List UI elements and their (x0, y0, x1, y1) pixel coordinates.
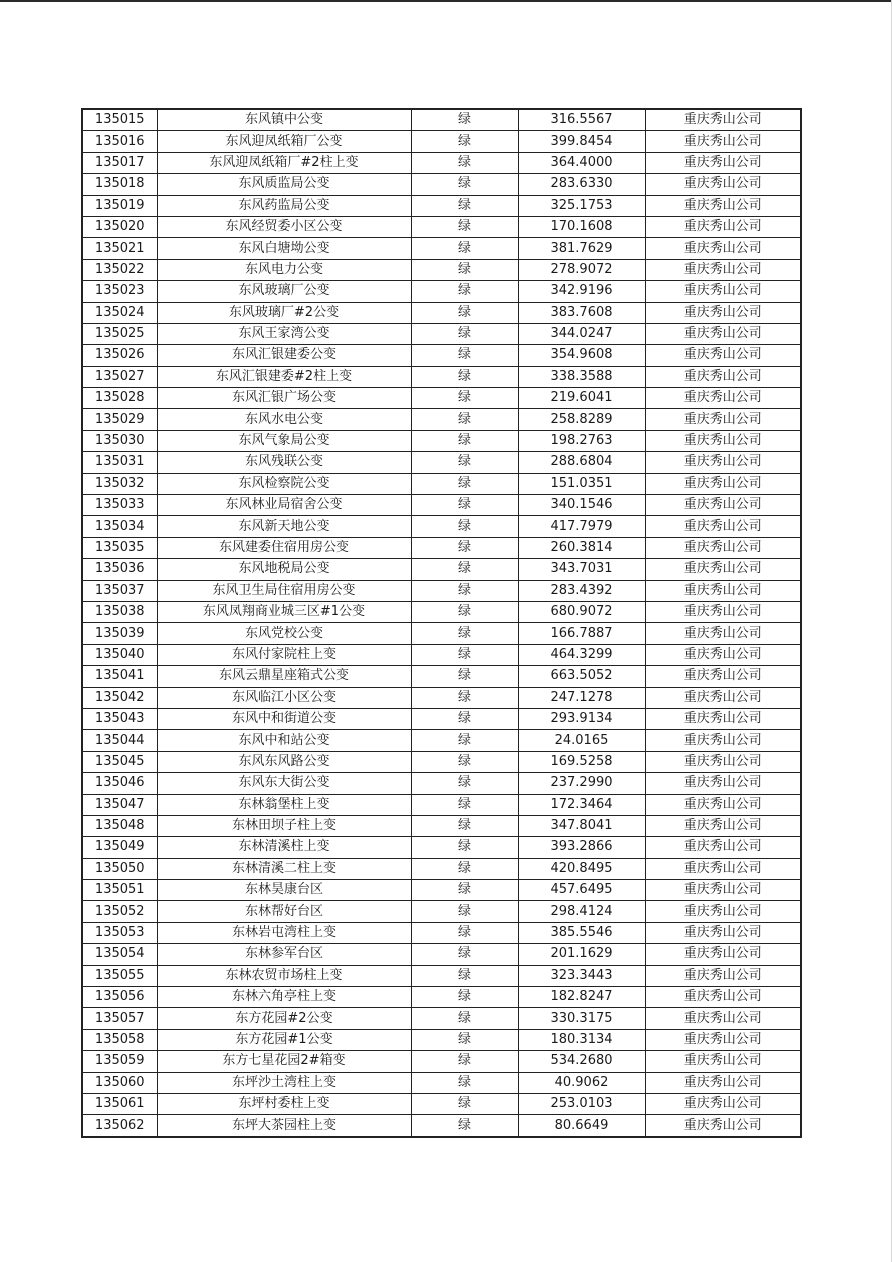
row-value-cell: 338.3588 (518, 366, 645, 387)
table-row (82, 1008, 801, 1029)
row-value-cell: 316.5567 (518, 109, 645, 131)
row-company-cell: 重庆秀山公司 (645, 965, 801, 986)
row-status-cell: 绿 (411, 965, 518, 986)
row-name-cell: 东林岩屯湾柱上变 (157, 922, 411, 943)
row-value-cell: 383.7608 (518, 302, 645, 323)
row-name-cell: 东林清溪二柱上变 (157, 858, 411, 879)
table-row (82, 388, 801, 409)
row-status-cell: 绿 (411, 1029, 518, 1050)
row-status-cell: 绿 (411, 366, 518, 387)
row-name-cell: 东坪村委柱上变 (157, 1093, 411, 1114)
row-value-cell: 180.3134 (518, 1029, 645, 1050)
row-company-cell: 重庆秀山公司 (645, 644, 801, 665)
row-name-cell: 东风玻璃厂公变 (157, 281, 411, 302)
row-id-cell: 135043 (82, 708, 157, 729)
row-id-cell: 135060 (82, 1072, 157, 1093)
row-company-cell: 重庆秀山公司 (645, 1008, 801, 1029)
row-company-cell: 重庆秀山公司 (645, 131, 801, 152)
table-row (82, 109, 801, 131)
row-name-cell: 东风中和站公变 (157, 730, 411, 751)
row-status-cell: 绿 (411, 452, 518, 473)
row-company-cell: 重庆秀山公司 (645, 1029, 801, 1050)
table-body (82, 109, 801, 1137)
row-id-cell: 135018 (82, 174, 157, 195)
row-id-cell: 135021 (82, 238, 157, 259)
row-company-cell: 重庆秀山公司 (645, 858, 801, 879)
row-value-cell: 253.0103 (518, 1093, 645, 1114)
row-id-cell: 135036 (82, 559, 157, 580)
row-value-cell: 298.4124 (518, 901, 645, 922)
row-company-cell: 重庆秀山公司 (645, 751, 801, 772)
row-value-cell: 344.0247 (518, 323, 645, 344)
row-value-cell: 283.6330 (518, 174, 645, 195)
row-company-cell: 重庆秀山公司 (645, 216, 801, 237)
row-company-cell: 重庆秀山公司 (645, 302, 801, 323)
row-id-cell: 135033 (82, 495, 157, 516)
row-company-cell: 重庆秀山公司 (645, 473, 801, 494)
row-value-cell: 457.6495 (518, 880, 645, 901)
row-name-cell: 东林六角亭柱上变 (157, 987, 411, 1008)
row-name-cell: 东风东大街公变 (157, 773, 411, 794)
page-top-border (0, 0, 892, 2)
table-row (82, 580, 801, 601)
row-status-cell: 绿 (411, 730, 518, 751)
table-row (82, 1072, 801, 1093)
row-name-cell: 东方花园#1公变 (157, 1029, 411, 1050)
row-id-cell: 135042 (82, 687, 157, 708)
table-row (82, 623, 801, 644)
row-status-cell: 绿 (411, 1008, 518, 1029)
row-id-cell: 135059 (82, 1051, 157, 1072)
row-id-cell: 135044 (82, 730, 157, 751)
table-row (82, 302, 801, 323)
row-company-cell: 重庆秀山公司 (645, 516, 801, 537)
row-company-cell: 重庆秀山公司 (645, 580, 801, 601)
table-row (82, 644, 801, 665)
table-row (82, 174, 801, 195)
table-row (82, 409, 801, 430)
row-value-cell: 323.3443 (518, 965, 645, 986)
row-name-cell: 东林翁堡柱上变 (157, 794, 411, 815)
row-value-cell: 663.5052 (518, 666, 645, 687)
table-row (82, 794, 801, 815)
row-id-cell: 135058 (82, 1029, 157, 1050)
row-id-cell: 135037 (82, 580, 157, 601)
row-company-cell: 重庆秀山公司 (645, 837, 801, 858)
table-row (82, 837, 801, 858)
row-name-cell: 东风王家湾公变 (157, 323, 411, 344)
row-status-cell: 绿 (411, 559, 518, 580)
row-value-cell: 40.9062 (518, 1072, 645, 1093)
row-company-cell: 重庆秀山公司 (645, 495, 801, 516)
row-status-cell: 绿 (411, 944, 518, 965)
row-name-cell: 东风迎凤纸箱厂#2柱上变 (157, 152, 411, 173)
row-status-cell: 绿 (411, 837, 518, 858)
row-value-cell: 237.2990 (518, 773, 645, 794)
row-company-cell: 重庆秀山公司 (645, 708, 801, 729)
row-company-cell: 重庆秀山公司 (645, 409, 801, 430)
row-value-cell: 80.6649 (518, 1115, 645, 1137)
row-status-cell: 绿 (411, 1051, 518, 1072)
row-id-cell: 135015 (82, 109, 157, 131)
row-value-cell: 169.5258 (518, 751, 645, 772)
row-name-cell: 东风水电公变 (157, 409, 411, 430)
row-name-cell: 东坪沙土湾柱上变 (157, 1072, 411, 1093)
row-status-cell: 绿 (411, 388, 518, 409)
row-id-cell: 135040 (82, 644, 157, 665)
table-row (82, 131, 801, 152)
row-value-cell: 347.8041 (518, 815, 645, 836)
table-row (82, 901, 801, 922)
row-id-cell: 135054 (82, 944, 157, 965)
row-status-cell: 绿 (411, 773, 518, 794)
row-status-cell: 绿 (411, 216, 518, 237)
table-row (82, 495, 801, 516)
row-value-cell: 325.1753 (518, 195, 645, 216)
row-name-cell: 东风地税局公变 (157, 559, 411, 580)
row-status-cell: 绿 (411, 987, 518, 1008)
row-id-cell: 135045 (82, 751, 157, 772)
table-row (82, 537, 801, 558)
row-value-cell: 534.2680 (518, 1051, 645, 1072)
row-name-cell: 东风质监局公变 (157, 174, 411, 195)
row-status-cell: 绿 (411, 516, 518, 537)
row-status-cell: 绿 (411, 345, 518, 366)
row-status-cell: 绿 (411, 623, 518, 644)
table-row (82, 473, 801, 494)
row-name-cell: 东风云鼎星座箱式公变 (157, 666, 411, 687)
row-id-cell: 135041 (82, 666, 157, 687)
row-id-cell: 135057 (82, 1008, 157, 1029)
row-value-cell: 399.8454 (518, 131, 645, 152)
row-name-cell: 东林农贸市场柱上变 (157, 965, 411, 986)
table-row (82, 601, 801, 622)
row-name-cell: 东风汇银建委#2柱上变 (157, 366, 411, 387)
row-id-cell: 135032 (82, 473, 157, 494)
row-id-cell: 135052 (82, 901, 157, 922)
table-row (82, 345, 801, 366)
row-company-cell: 重庆秀山公司 (645, 880, 801, 901)
table-row (82, 323, 801, 344)
table-row (82, 152, 801, 173)
row-status-cell: 绿 (411, 131, 518, 152)
row-value-cell: 680.9072 (518, 601, 645, 622)
row-name-cell: 东风经贸委小区公变 (157, 216, 411, 237)
row-name-cell: 东风汇银建委公变 (157, 345, 411, 366)
row-value-cell: 364.4000 (518, 152, 645, 173)
row-company-cell: 重庆秀山公司 (645, 174, 801, 195)
row-company-cell: 重庆秀山公司 (645, 345, 801, 366)
row-value-cell: 24.0165 (518, 730, 645, 751)
table-row (82, 708, 801, 729)
row-name-cell: 东风玻璃厂#2公变 (157, 302, 411, 323)
row-company-cell: 重庆秀山公司 (645, 687, 801, 708)
row-company-cell: 重庆秀山公司 (645, 430, 801, 451)
row-status-cell: 绿 (411, 302, 518, 323)
row-status-cell: 绿 (411, 922, 518, 943)
row-company-cell: 重庆秀山公司 (645, 922, 801, 943)
row-name-cell: 东林昊康台区 (157, 880, 411, 901)
row-id-cell: 135038 (82, 601, 157, 622)
table-row (82, 281, 801, 302)
row-status-cell: 绿 (411, 430, 518, 451)
row-id-cell: 135050 (82, 858, 157, 879)
row-value-cell: 330.3175 (518, 1008, 645, 1029)
row-id-cell: 135022 (82, 259, 157, 280)
row-id-cell: 135028 (82, 388, 157, 409)
row-id-cell: 135046 (82, 773, 157, 794)
row-value-cell: 417.7979 (518, 516, 645, 537)
row-company-cell: 重庆秀山公司 (645, 259, 801, 280)
row-value-cell: 219.6041 (518, 388, 645, 409)
row-status-cell: 绿 (411, 1115, 518, 1137)
transformer-table (81, 108, 802, 1138)
table-row (82, 666, 801, 687)
row-name-cell: 东风汇银广场公变 (157, 388, 411, 409)
table-row (82, 516, 801, 537)
row-company-cell: 重庆秀山公司 (645, 623, 801, 644)
row-name-cell: 东风残联公变 (157, 452, 411, 473)
row-value-cell: 260.3814 (518, 537, 645, 558)
table-row (82, 687, 801, 708)
row-status-cell: 绿 (411, 901, 518, 922)
row-company-cell: 重庆秀山公司 (645, 238, 801, 259)
row-company-cell: 重庆秀山公司 (645, 794, 801, 815)
row-id-cell: 135056 (82, 987, 157, 1008)
row-name-cell: 东风建委住宿用房公变 (157, 537, 411, 558)
row-company-cell: 重庆秀山公司 (645, 1072, 801, 1093)
row-name-cell: 东风卫生局住宿用房公变 (157, 580, 411, 601)
table-row (82, 730, 801, 751)
row-id-cell: 135030 (82, 430, 157, 451)
table-row (82, 751, 801, 772)
row-name-cell: 东方七星花园2#箱变 (157, 1051, 411, 1072)
row-name-cell: 东风东风路公变 (157, 751, 411, 772)
row-status-cell: 绿 (411, 473, 518, 494)
row-status-cell: 绿 (411, 1093, 518, 1114)
row-company-cell: 重庆秀山公司 (645, 1115, 801, 1137)
row-id-cell: 135026 (82, 345, 157, 366)
row-name-cell: 东风中和街道公变 (157, 708, 411, 729)
row-status-cell: 绿 (411, 687, 518, 708)
row-status-cell: 绿 (411, 495, 518, 516)
row-value-cell: 381.7629 (518, 238, 645, 259)
table-row (82, 987, 801, 1008)
row-name-cell: 东风党校公变 (157, 623, 411, 644)
table-row (82, 216, 801, 237)
row-id-cell: 135031 (82, 452, 157, 473)
row-status-cell: 绿 (411, 601, 518, 622)
row-id-cell: 135049 (82, 837, 157, 858)
row-value-cell: 258.8289 (518, 409, 645, 430)
row-name-cell: 东风检察院公变 (157, 473, 411, 494)
table-row (82, 559, 801, 580)
table-row (82, 1115, 801, 1137)
row-name-cell: 东风电力公变 (157, 259, 411, 280)
table-row (82, 195, 801, 216)
row-value-cell: 354.9608 (518, 345, 645, 366)
row-value-cell: 464.3299 (518, 644, 645, 665)
row-name-cell: 东风新天地公变 (157, 516, 411, 537)
row-value-cell: 385.5546 (518, 922, 645, 943)
row-id-cell: 135051 (82, 880, 157, 901)
row-value-cell: 340.1546 (518, 495, 645, 516)
row-value-cell: 283.4392 (518, 580, 645, 601)
row-company-cell: 重庆秀山公司 (645, 730, 801, 751)
row-company-cell: 重庆秀山公司 (645, 773, 801, 794)
row-value-cell: 343.7031 (518, 559, 645, 580)
row-id-cell: 135055 (82, 965, 157, 986)
table-row (82, 259, 801, 280)
row-status-cell: 绿 (411, 1072, 518, 1093)
row-id-cell: 135020 (82, 216, 157, 237)
row-value-cell: 166.7887 (518, 623, 645, 644)
row-status-cell: 绿 (411, 323, 518, 344)
row-id-cell: 135039 (82, 623, 157, 644)
row-name-cell: 东林参军台区 (157, 944, 411, 965)
row-value-cell: 420.8495 (518, 858, 645, 879)
row-company-cell: 重庆秀山公司 (645, 323, 801, 344)
row-company-cell: 重庆秀山公司 (645, 601, 801, 622)
row-id-cell: 135035 (82, 537, 157, 558)
row-company-cell: 重庆秀山公司 (645, 559, 801, 580)
row-id-cell: 135029 (82, 409, 157, 430)
row-company-cell: 重庆秀山公司 (645, 388, 801, 409)
table-row (82, 452, 801, 473)
table-row (82, 1051, 801, 1072)
row-value-cell: 293.9134 (518, 708, 645, 729)
row-id-cell: 135034 (82, 516, 157, 537)
row-value-cell: 170.1608 (518, 216, 645, 237)
row-status-cell: 绿 (411, 858, 518, 879)
row-name-cell: 东坪大茶园柱上变 (157, 1115, 411, 1137)
row-value-cell: 288.6804 (518, 452, 645, 473)
table-row (82, 815, 801, 836)
table-row (82, 1093, 801, 1114)
row-name-cell: 东风林业局宿舍公变 (157, 495, 411, 516)
row-status-cell: 绿 (411, 259, 518, 280)
row-status-cell: 绿 (411, 537, 518, 558)
row-status-cell: 绿 (411, 794, 518, 815)
table-row (82, 965, 801, 986)
row-status-cell: 绿 (411, 238, 518, 259)
row-status-cell: 绿 (411, 666, 518, 687)
table-row (82, 880, 801, 901)
row-id-cell: 135017 (82, 152, 157, 173)
row-company-cell: 重庆秀山公司 (645, 452, 801, 473)
row-id-cell: 135027 (82, 366, 157, 387)
row-status-cell: 绿 (411, 708, 518, 729)
table-row (82, 238, 801, 259)
row-status-cell: 绿 (411, 174, 518, 195)
row-id-cell: 135016 (82, 131, 157, 152)
row-id-cell: 135062 (82, 1115, 157, 1137)
row-company-cell: 重庆秀山公司 (645, 944, 801, 965)
row-name-cell: 东林清溪柱上变 (157, 837, 411, 858)
row-id-cell: 135025 (82, 323, 157, 344)
table-row (82, 922, 801, 943)
row-company-cell: 重庆秀山公司 (645, 1051, 801, 1072)
row-value-cell: 151.0351 (518, 473, 645, 494)
row-name-cell: 东风镇中公变 (157, 109, 411, 131)
row-id-cell: 135024 (82, 302, 157, 323)
row-value-cell: 182.8247 (518, 987, 645, 1008)
row-company-cell: 重庆秀山公司 (645, 195, 801, 216)
table-row (82, 1029, 801, 1050)
row-status-cell: 绿 (411, 409, 518, 430)
row-name-cell: 东风迎凤纸箱厂公变 (157, 131, 411, 152)
row-value-cell: 393.2866 (518, 837, 645, 858)
row-name-cell: 东林帮好台区 (157, 901, 411, 922)
row-id-cell: 135023 (82, 281, 157, 302)
row-id-cell: 135053 (82, 922, 157, 943)
row-company-cell: 重庆秀山公司 (645, 281, 801, 302)
row-value-cell: 198.2763 (518, 430, 645, 451)
row-company-cell: 重庆秀山公司 (645, 666, 801, 687)
table-row (82, 430, 801, 451)
row-status-cell: 绿 (411, 281, 518, 302)
row-name-cell: 东风凤翔商业城三区#1公变 (157, 601, 411, 622)
row-status-cell: 绿 (411, 195, 518, 216)
row-company-cell: 重庆秀山公司 (645, 366, 801, 387)
row-company-cell: 重庆秀山公司 (645, 901, 801, 922)
row-name-cell: 东风付家院柱上变 (157, 644, 411, 665)
row-value-cell: 172.3464 (518, 794, 645, 815)
row-id-cell: 135048 (82, 815, 157, 836)
row-name-cell: 东方花园#2公变 (157, 1008, 411, 1029)
row-company-cell: 重庆秀山公司 (645, 537, 801, 558)
row-value-cell: 278.9072 (518, 259, 645, 280)
row-name-cell: 东林田坝子柱上变 (157, 815, 411, 836)
row-value-cell: 342.9196 (518, 281, 645, 302)
row-status-cell: 绿 (411, 109, 518, 131)
table-row (82, 366, 801, 387)
row-name-cell: 东风药监局公变 (157, 195, 411, 216)
row-status-cell: 绿 (411, 751, 518, 772)
table-row (82, 944, 801, 965)
row-status-cell: 绿 (411, 880, 518, 901)
table-row (82, 858, 801, 879)
row-company-cell: 重庆秀山公司 (645, 109, 801, 131)
row-id-cell: 135061 (82, 1093, 157, 1114)
row-id-cell: 135019 (82, 195, 157, 216)
row-status-cell: 绿 (411, 815, 518, 836)
row-company-cell: 重庆秀山公司 (645, 1093, 801, 1114)
row-name-cell: 东风白塘坳公变 (157, 238, 411, 259)
row-company-cell: 重庆秀山公司 (645, 815, 801, 836)
row-id-cell: 135047 (82, 794, 157, 815)
row-value-cell: 247.1278 (518, 687, 645, 708)
table-row (82, 773, 801, 794)
row-company-cell: 重庆秀山公司 (645, 987, 801, 1008)
row-status-cell: 绿 (411, 152, 518, 173)
row-status-cell: 绿 (411, 580, 518, 601)
row-name-cell: 东风临江小区公变 (157, 687, 411, 708)
row-name-cell: 东风气象局公变 (157, 430, 411, 451)
row-company-cell: 重庆秀山公司 (645, 152, 801, 173)
row-value-cell: 201.1629 (518, 944, 645, 965)
row-status-cell: 绿 (411, 644, 518, 665)
